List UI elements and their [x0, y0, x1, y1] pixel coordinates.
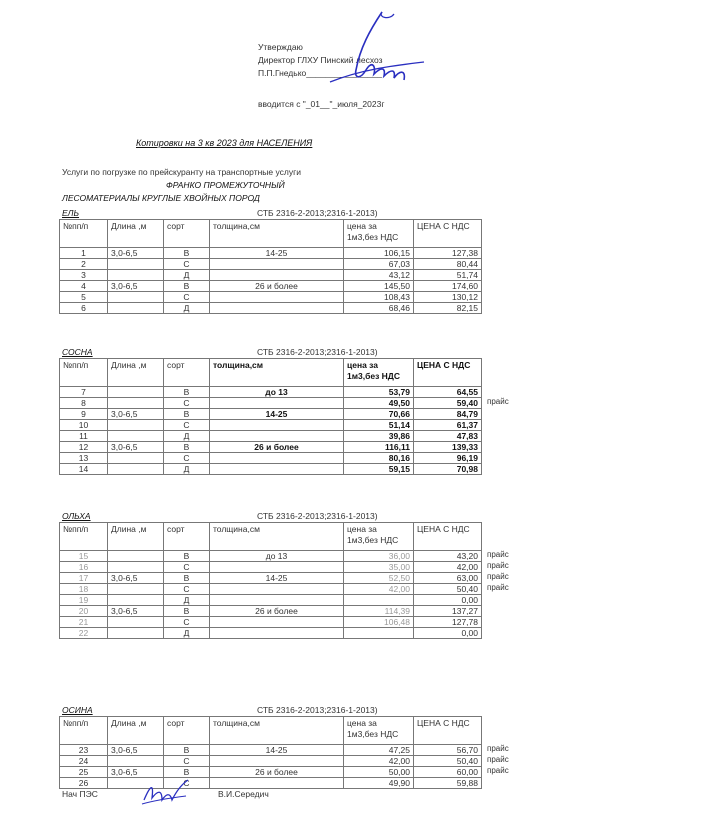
footer-signer-name: В.И.Середич [218, 789, 269, 799]
row-grade: Д [164, 431, 210, 442]
row-thickness [210, 292, 344, 303]
row-grade: Д [164, 595, 210, 606]
row-thickness [210, 464, 344, 475]
row-price: 51,14 [344, 420, 414, 431]
table-row [60, 767, 482, 778]
row-price: 70,66 [344, 409, 414, 420]
header-num: №пп/п [60, 359, 108, 387]
approval-line-2: Директор ГЛХУ Пинский лесхоз [258, 55, 383, 65]
row-price-vat: 127,38 [414, 248, 482, 259]
row-price: 106,15 [344, 248, 414, 259]
row-length [108, 270, 164, 281]
price-list-note: прайс [487, 397, 509, 406]
table-row [60, 745, 482, 756]
price-list-note: прайс [487, 550, 509, 559]
row-length [108, 595, 164, 606]
row-thickness: 26 и более [210, 442, 344, 453]
row-num: 13 [60, 453, 108, 464]
row-thickness [210, 628, 344, 639]
row-price: 49,50 [344, 398, 414, 409]
row-price [344, 628, 414, 639]
row-price: 68,46 [344, 303, 414, 314]
row-num: 11 [60, 431, 108, 442]
row-length [108, 431, 164, 442]
document-title: Котировки на 3 кв 2023 для НАСЕЛЕНИЯ [136, 138, 313, 148]
row-thickness: 26 и более [210, 767, 344, 778]
table-row [60, 248, 482, 259]
row-num: 10 [60, 420, 108, 431]
row-price-vat: 70,98 [414, 464, 482, 475]
row-grade: С [164, 398, 210, 409]
price-list-note: прайс [487, 744, 509, 753]
approval-effective-date: вводится с "_01__"_июля_2023г [258, 99, 385, 109]
table-row [60, 431, 482, 442]
row-price-vat: 59,88 [414, 778, 482, 789]
table-row [60, 281, 482, 292]
table-row [60, 617, 482, 628]
row-price-vat: 82,15 [414, 303, 482, 314]
row-thickness [210, 617, 344, 628]
header-price: цена за 1м3,без НДС [344, 220, 414, 248]
row-price: 52,50 [344, 573, 414, 584]
row-price: 39,86 [344, 431, 414, 442]
row-num: 7 [60, 387, 108, 398]
row-grade: Д [164, 464, 210, 475]
row-thickness [210, 303, 344, 314]
row-price: 67,03 [344, 259, 414, 270]
row-num: 4 [60, 281, 108, 292]
row-thickness [210, 270, 344, 281]
row-price: 145,50 [344, 281, 414, 292]
row-num: 16 [60, 562, 108, 573]
row-length [108, 259, 164, 270]
row-grade: С [164, 259, 210, 270]
row-price: 108,43 [344, 292, 414, 303]
row-grade: В [164, 767, 210, 778]
header-length: Длина ,м [108, 523, 164, 551]
row-num: 3 [60, 270, 108, 281]
row-grade: С [164, 778, 210, 789]
row-price-vat: 0,00 [414, 595, 482, 606]
header-price: цена за 1м3,без НДС [344, 523, 414, 551]
row-grade: Д [164, 270, 210, 281]
row-price-vat: 139,33 [414, 442, 482, 453]
row-num: 19 [60, 595, 108, 606]
header-price: цена за 1м3,без НДС [344, 359, 414, 387]
row-length [108, 387, 164, 398]
table-row [60, 584, 482, 595]
section-standard: СТБ 2316-2-2013;2316-1-2013) [257, 705, 378, 715]
row-grade: Д [164, 303, 210, 314]
row-price: 36,00 [344, 551, 414, 562]
row-length: 3,0-6,5 [108, 745, 164, 756]
row-length [108, 398, 164, 409]
header-thickness: толщина,см [210, 717, 344, 745]
row-length: 3,0-6,5 [108, 409, 164, 420]
table-row [60, 398, 482, 409]
table-row [60, 303, 482, 314]
row-price: 47,25 [344, 745, 414, 756]
row-length [108, 453, 164, 464]
header-num: №пп/п [60, 523, 108, 551]
row-price: 50,00 [344, 767, 414, 778]
row-price: 43,12 [344, 270, 414, 281]
row-price: 114,39 [344, 606, 414, 617]
row-price-vat: 50,40 [414, 584, 482, 595]
row-grade: В [164, 551, 210, 562]
row-length [108, 628, 164, 639]
row-thickness: до 13 [210, 551, 344, 562]
header-grade: сорт [164, 717, 210, 745]
row-length [108, 584, 164, 595]
row-num: 21 [60, 617, 108, 628]
header-num: №пп/п [60, 220, 108, 248]
row-length [108, 303, 164, 314]
timber-heading: ЛЕСОМАТЕРИАЛЫ КРУГЛЫЕ ХВОЙНЫХ ПОРОД [62, 193, 260, 203]
row-num: 24 [60, 756, 108, 767]
row-num: 22 [60, 628, 108, 639]
row-price-vat: 56,70 [414, 745, 482, 756]
row-price: 49,90 [344, 778, 414, 789]
row-grade: С [164, 292, 210, 303]
table-row [60, 292, 482, 303]
price-list-note: прайс [487, 766, 509, 775]
header-grade: сорт [164, 523, 210, 551]
row-thickness [210, 398, 344, 409]
row-thickness [210, 431, 344, 442]
section-name: ЕЛЬ [62, 208, 80, 218]
row-grade: С [164, 756, 210, 767]
price-table [59, 716, 482, 789]
row-price: 59,15 [344, 464, 414, 475]
row-grade: В [164, 442, 210, 453]
director-signature-icon [320, 8, 430, 90]
table-row [60, 778, 482, 789]
header-length: Длина ,м [108, 717, 164, 745]
row-grade: С [164, 420, 210, 431]
row-grade: В [164, 606, 210, 617]
row-thickness: 14-25 [210, 573, 344, 584]
row-price-vat: 137,27 [414, 606, 482, 617]
row-price: 80,16 [344, 453, 414, 464]
row-length: 3,0-6,5 [108, 767, 164, 778]
approval-line-1: Утверждаю [258, 42, 303, 52]
row-price-vat: 96,19 [414, 453, 482, 464]
row-grade: В [164, 745, 210, 756]
footer-signature-icon [140, 778, 192, 808]
row-grade: В [164, 387, 210, 398]
row-thickness: 14-25 [210, 745, 344, 756]
row-num: 1 [60, 248, 108, 259]
price-table [59, 358, 482, 475]
row-grade: В [164, 573, 210, 584]
row-length: 3,0-6,5 [108, 442, 164, 453]
row-length: 3,0-6,5 [108, 606, 164, 617]
row-length [108, 756, 164, 767]
table-row [60, 573, 482, 584]
row-thickness: 14-25 [210, 409, 344, 420]
row-thickness: 14-25 [210, 248, 344, 259]
header-grade: сорт [164, 220, 210, 248]
footer-position: Нач ПЭС [62, 789, 98, 799]
row-price-vat: 130,12 [414, 292, 482, 303]
row-price-vat: 174,60 [414, 281, 482, 292]
franco-heading: ФРАНКО ПРОМЕЖУТОЧНЫЙ [166, 180, 285, 190]
table-row [60, 453, 482, 464]
row-price: 42,00 [344, 584, 414, 595]
row-grade: С [164, 562, 210, 573]
table-row [60, 409, 482, 420]
row-grade: В [164, 281, 210, 292]
price-list-note: прайс [487, 583, 509, 592]
row-num: 9 [60, 409, 108, 420]
row-num: 20 [60, 606, 108, 617]
row-num: 14 [60, 464, 108, 475]
row-thickness [210, 584, 344, 595]
table-row [60, 551, 482, 562]
row-length [108, 617, 164, 628]
row-price-vat: 42,00 [414, 562, 482, 573]
row-thickness [210, 562, 344, 573]
loading-services-note: Услуги по погрузке по прейскуранту на транспортные услуги [62, 167, 301, 177]
price-table [59, 219, 482, 314]
row-grade: Д [164, 628, 210, 639]
row-price: 53,79 [344, 387, 414, 398]
row-num: 15 [60, 551, 108, 562]
row-grade: С [164, 584, 210, 595]
row-price [344, 595, 414, 606]
table-row [60, 756, 482, 767]
row-grade: В [164, 409, 210, 420]
row-grade: В [164, 248, 210, 259]
row-price-vat: 43,20 [414, 551, 482, 562]
header-thickness: толщина,см [210, 523, 344, 551]
row-num: 23 [60, 745, 108, 756]
row-num: 17 [60, 573, 108, 584]
table-header-row [60, 220, 482, 248]
row-length: 3,0-6,5 [108, 281, 164, 292]
header-thickness: толщина,см [210, 220, 344, 248]
table-row [60, 259, 482, 270]
row-thickness [210, 778, 344, 789]
row-price: 35,00 [344, 562, 414, 573]
row-price-vat: 0,00 [414, 628, 482, 639]
row-thickness: 26 и более [210, 281, 344, 292]
row-grade: С [164, 453, 210, 464]
table-header-row [60, 717, 482, 745]
row-num: 5 [60, 292, 108, 303]
row-grade: С [164, 617, 210, 628]
row-price-vat: 61,37 [414, 420, 482, 431]
row-price: 106,48 [344, 617, 414, 628]
section-standard: СТБ 2316-2-2013;2316-1-2013) [257, 511, 378, 521]
section-name: ОЛЬХА [62, 511, 91, 521]
row-length [108, 292, 164, 303]
price-list-note: прайс [487, 561, 509, 570]
table-header-row [60, 359, 482, 387]
header-grade: сорт [164, 359, 210, 387]
row-length: 3,0-6,5 [108, 573, 164, 584]
table-row [60, 420, 482, 431]
row-thickness: до 13 [210, 387, 344, 398]
row-num: 12 [60, 442, 108, 453]
row-num: 26 [60, 778, 108, 789]
row-num: 6 [60, 303, 108, 314]
row-price-vat: 50,40 [414, 756, 482, 767]
row-num: 8 [60, 398, 108, 409]
header-price-vat: ЦЕНА С НДС [414, 220, 482, 248]
header-thickness: толщина,см [210, 359, 344, 387]
row-price-vat: 60,00 [414, 767, 482, 778]
row-thickness [210, 595, 344, 606]
row-price: 42,00 [344, 756, 414, 767]
row-length [108, 562, 164, 573]
row-price-vat: 51,74 [414, 270, 482, 281]
row-thickness [210, 259, 344, 270]
price-list-note: прайс [487, 755, 509, 764]
row-length [108, 551, 164, 562]
price-list-note: прайс [487, 572, 509, 581]
row-price-vat: 127,78 [414, 617, 482, 628]
row-thickness [210, 453, 344, 464]
row-num: 25 [60, 767, 108, 778]
section-name: ОСИНА [62, 705, 93, 715]
table-row [60, 628, 482, 639]
row-price-vat: 64,55 [414, 387, 482, 398]
table-row [60, 270, 482, 281]
section-standard: СТБ 2316-2-2013;2316-1-2013) [257, 208, 378, 218]
table-row [60, 442, 482, 453]
table-row [60, 562, 482, 573]
row-price-vat: 47,83 [414, 431, 482, 442]
row-price-vat: 84,79 [414, 409, 482, 420]
section-standard: СТБ 2316-2-2013;2316-1-2013) [257, 347, 378, 357]
header-price-vat: ЦЕНА С НДС [414, 523, 482, 551]
header-length: Длина ,м [108, 359, 164, 387]
table-row [60, 595, 482, 606]
header-price-vat: ЦЕНА С НДС [414, 717, 482, 745]
row-thickness: 26 и более [210, 606, 344, 617]
table-header-row [60, 523, 482, 551]
header-price-vat: ЦЕНА С НДС [414, 359, 482, 387]
header-length: Длина ,м [108, 220, 164, 248]
row-num: 18 [60, 584, 108, 595]
row-num: 2 [60, 259, 108, 270]
row-length [108, 464, 164, 475]
approval-line-3: П.П.Гнедько________________ [258, 68, 382, 78]
row-length [108, 420, 164, 431]
row-price: 116,11 [344, 442, 414, 453]
row-thickness [210, 420, 344, 431]
row-price-vat: 80,44 [414, 259, 482, 270]
header-num: №пп/п [60, 717, 108, 745]
table-row [60, 464, 482, 475]
table-row [60, 387, 482, 398]
row-length: 3,0-6,5 [108, 248, 164, 259]
section-name: СОСНА [62, 347, 93, 357]
table-row [60, 606, 482, 617]
row-price-vat: 59,40 [414, 398, 482, 409]
price-table [59, 522, 482, 639]
header-price: цена за 1м3,без НДС [344, 717, 414, 745]
row-price-vat: 63,00 [414, 573, 482, 584]
row-thickness [210, 756, 344, 767]
